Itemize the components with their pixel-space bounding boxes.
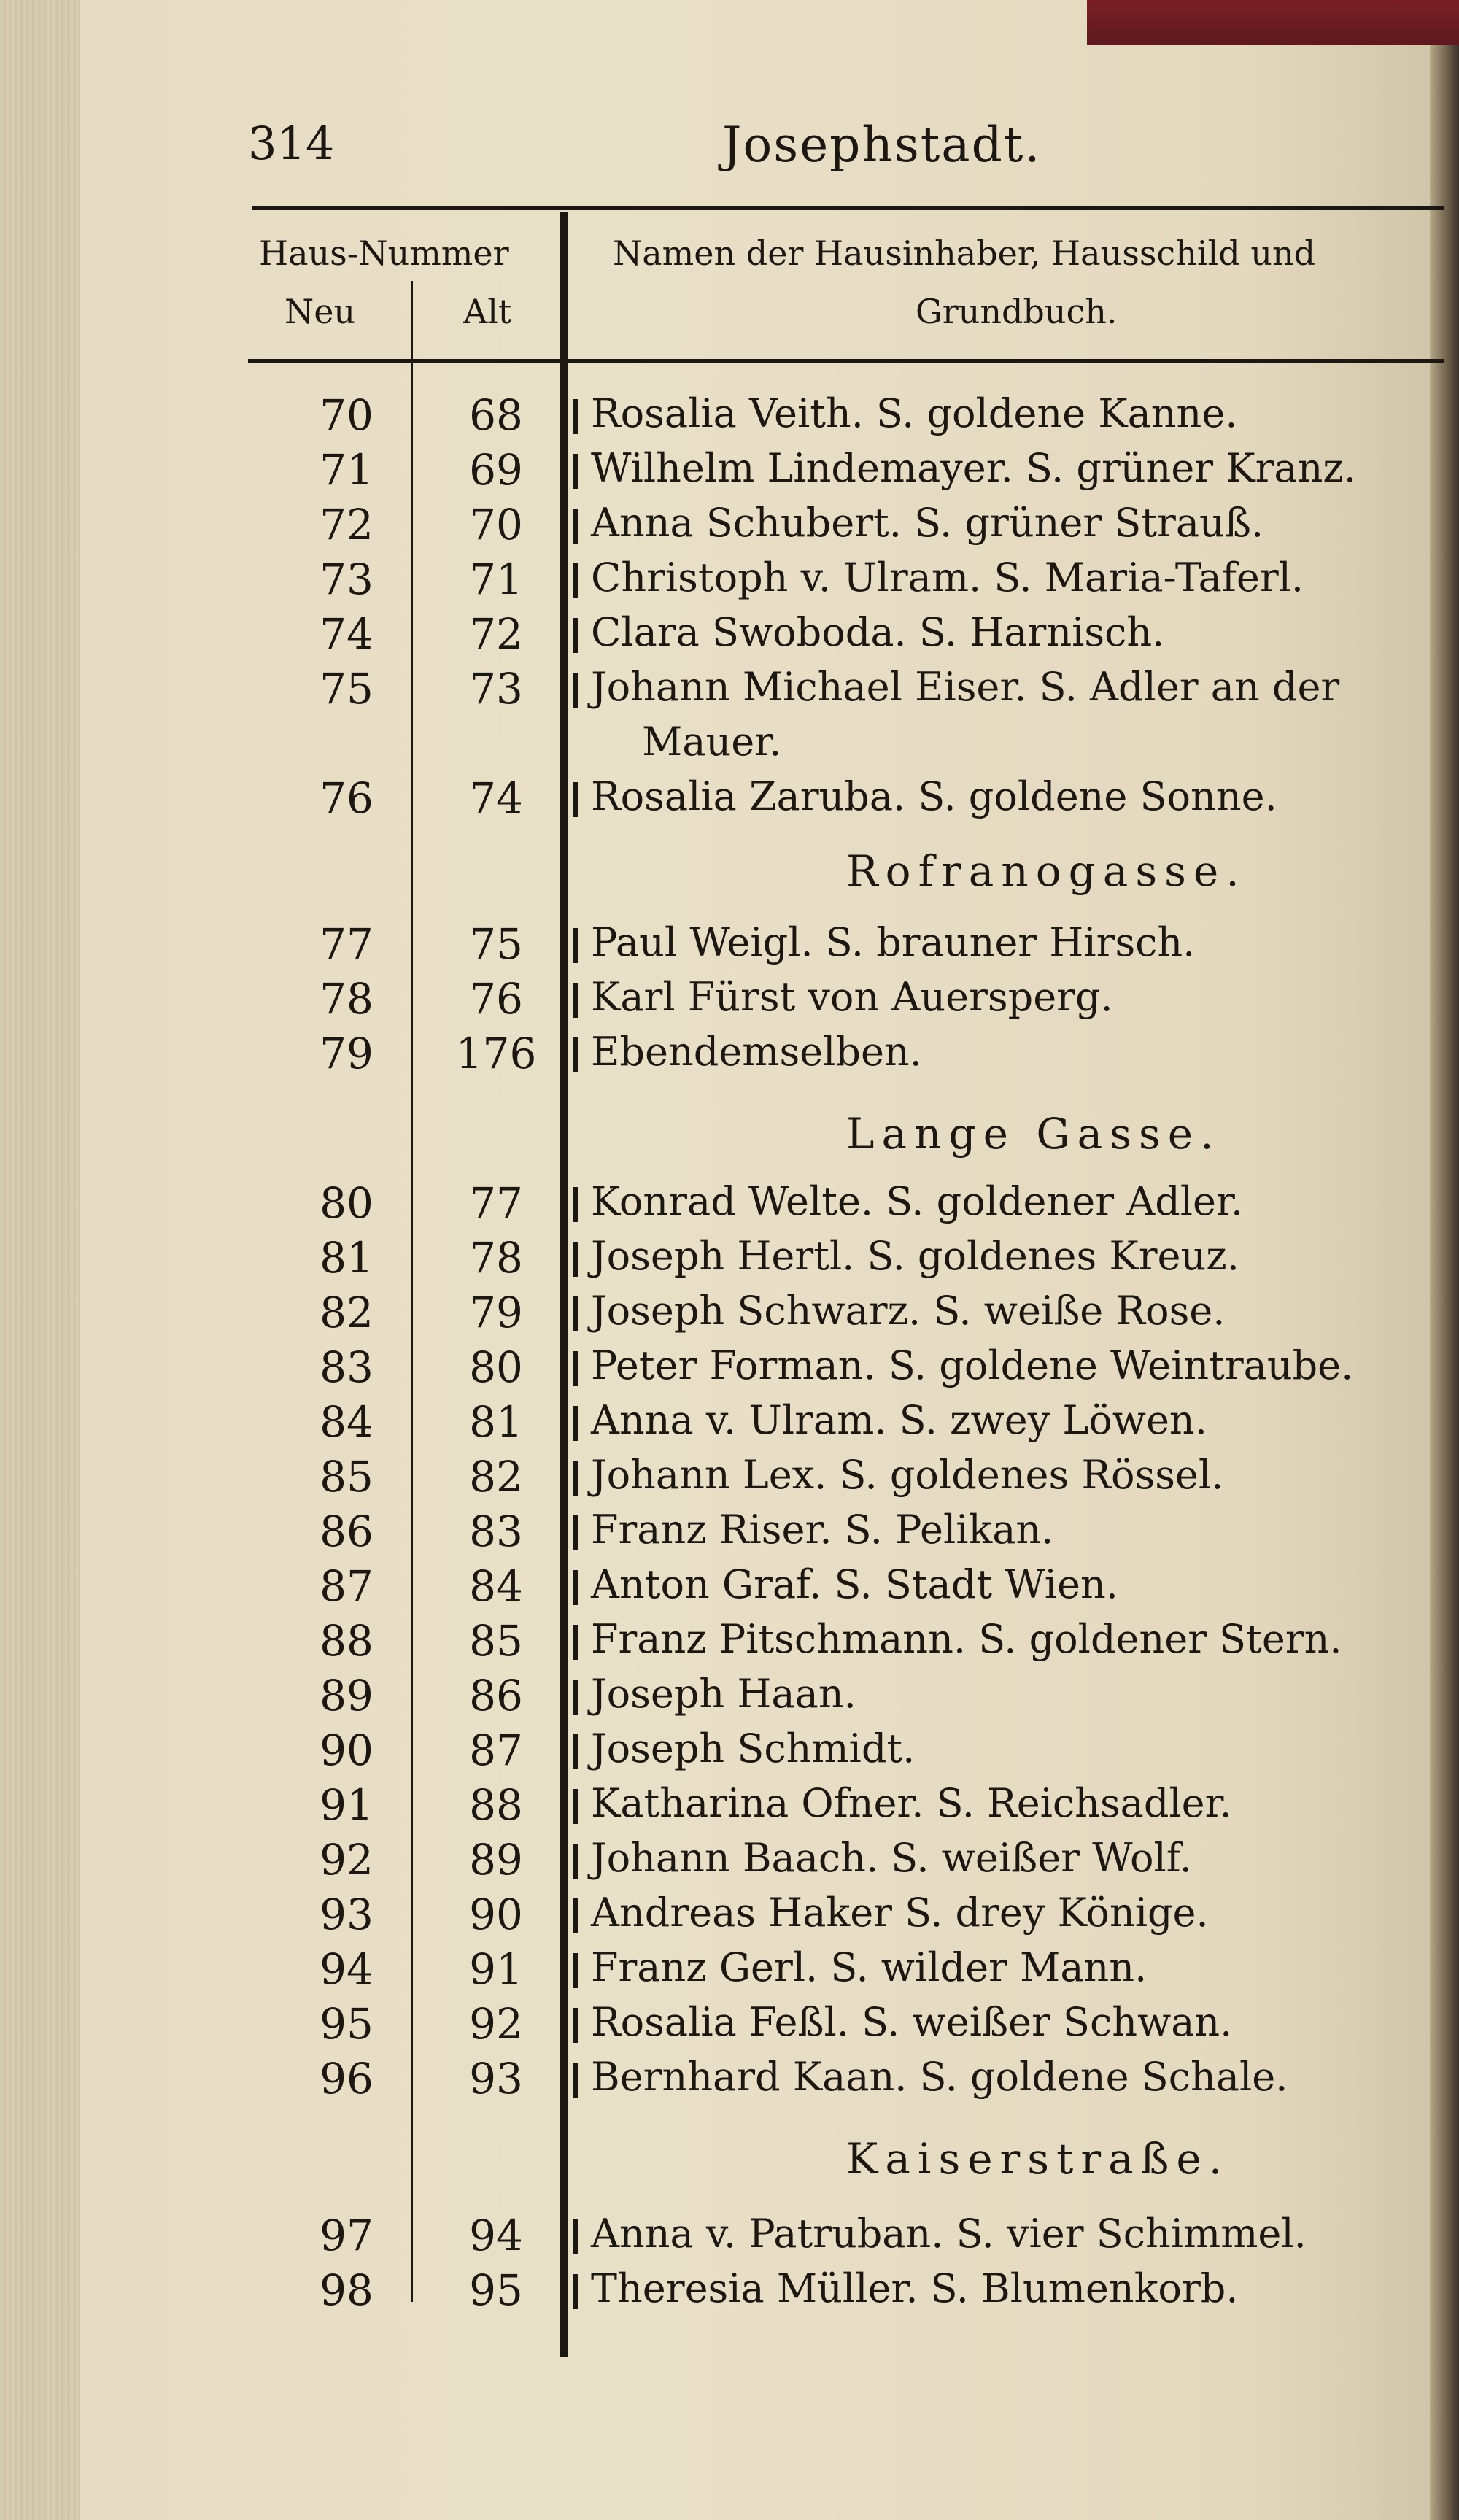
page-edge-left <box>0 0 80 2520</box>
house-number-new: 90 <box>320 1725 374 1775</box>
owner-entry: Ebendemselben. <box>591 1029 922 1075</box>
house-number-new: 77 <box>320 919 374 969</box>
house-number-old: 94 <box>469 2211 523 2260</box>
owner-entry-continuation: Mauer. <box>642 719 782 765</box>
house-number-old: 73 <box>469 664 523 714</box>
header-bottom-rule <box>248 359 1444 363</box>
header-names-line1: Namen der Hausinhaber, Hausschild und <box>613 233 1316 273</box>
entry-bracket-mark <box>573 1351 578 1386</box>
owner-entry: Joseph Hertl. S. goldenes Kreuz. <box>591 1233 1239 1279</box>
house-number-old: 70 <box>469 500 523 549</box>
entry-bracket-mark <box>573 2063 578 2098</box>
house-number-new: 87 <box>320 1561 374 1611</box>
house-number-new: 84 <box>320 1397 374 1447</box>
running-head: Josephstadt. <box>722 117 1042 173</box>
house-number-new: 81 <box>320 1233 374 1283</box>
header-top-rule <box>252 206 1444 210</box>
house-number-new: 93 <box>320 1890 374 1939</box>
house-number-old: 76 <box>469 974 523 1024</box>
entry-bracket-mark <box>573 1570 578 1605</box>
entry-bracket-mark <box>573 1242 578 1277</box>
house-number-old: 69 <box>469 445 523 495</box>
house-number-new: 92 <box>320 1835 374 1885</box>
house-number-old: 84 <box>469 1561 523 1611</box>
house-number-new: 80 <box>320 1178 374 1228</box>
house-number-old: 90 <box>469 1890 523 1939</box>
house-number-new: 70 <box>320 390 374 440</box>
house-number-old: 88 <box>469 1780 523 1830</box>
house-number-new: 71 <box>320 445 374 495</box>
house-number-old: 87 <box>469 1725 523 1775</box>
owner-entry: Theresia Müller. S. Blumenkorb. <box>591 2265 1239 2311</box>
house-number-old: 176 <box>455 1029 537 1078</box>
owner-entry: Clara Swoboda. S. Harnisch. <box>591 609 1165 655</box>
house-number-new: 97 <box>320 2211 374 2260</box>
entry-bracket-mark <box>573 2219 578 2254</box>
house-number-new: 96 <box>320 2054 374 2103</box>
header-names-line2: Grundbuch. <box>916 292 1118 331</box>
house-number-old: 83 <box>469 1507 523 1556</box>
house-number-old: 81 <box>469 1397 523 1447</box>
house-number-old: 89 <box>469 1835 523 1885</box>
house-number-new: 91 <box>320 1780 374 1830</box>
owner-entry: Franz Gerl. S. wilder Mann. <box>591 1944 1148 1990</box>
house-number-old: 68 <box>469 390 523 440</box>
house-number-old: 86 <box>469 1671 523 1720</box>
owner-entry: Anna v. Ulram. S. zwey Löwen. <box>591 1397 1207 1443</box>
owner-entry: Johann Baach. S. weißer Wolf. <box>591 1835 1192 1881</box>
house-number-new: 94 <box>320 1944 374 1994</box>
entry-bracket-mark <box>573 1625 578 1660</box>
entry-bracket-mark <box>573 1734 578 1769</box>
owner-entry: Konrad Welte. S. goldener Adler. <box>591 1178 1244 1224</box>
house-number-new: 79 <box>320 1029 374 1078</box>
owner-entry: Anton Graf. S. Stadt Wien. <box>591 1561 1118 1607</box>
bookmark-ribbon <box>1087 0 1459 45</box>
house-number-new: 98 <box>320 2265 374 2315</box>
owner-entry: Joseph Haan. <box>591 1671 856 1717</box>
header-alt: Alt <box>463 292 512 331</box>
entry-bracket-mark <box>573 983 578 1018</box>
house-number-old: 82 <box>469 1452 523 1501</box>
house-number-new: 86 <box>320 1507 374 1556</box>
entry-bracket-mark <box>573 454 578 489</box>
owner-entry: Bernhard Kaan. S. goldene Schale. <box>591 2054 1288 2100</box>
owner-entry: Johann Lex. S. goldenes Rössel. <box>591 1452 1224 1498</box>
entry-bracket-mark <box>573 1844 578 1879</box>
owner-entry: Rosalia Feßl. S. weißer Schwan. <box>591 1999 1233 2045</box>
entry-bracket-mark <box>573 1187 578 1222</box>
house-number-old: 92 <box>469 1999 523 2049</box>
header-haus-nummer: Haus-Nummer <box>259 233 509 273</box>
owner-entry: Anna Schubert. S. grüner Strauß. <box>591 500 1264 546</box>
entry-bracket-mark <box>573 1789 578 1824</box>
house-number-new: 83 <box>320 1342 374 1392</box>
house-number-new: 95 <box>320 1999 374 2049</box>
street-heading: Rofranogasse. <box>846 846 1247 896</box>
owner-entry: Rosalia Veith. S. goldene Kanne. <box>591 390 1238 436</box>
page-edge-right <box>1430 0 1459 2520</box>
entry-bracket-mark <box>573 2008 578 2043</box>
house-number-old: 93 <box>469 2054 523 2103</box>
owner-entry: Wilhelm Lindemayer. S. grüner Kranz. <box>591 445 1356 491</box>
owner-entry: Andreas Haker S. drey Könige. <box>591 1890 1209 1936</box>
entry-bracket-mark <box>573 1515 578 1550</box>
entry-bracket-mark <box>573 1461 578 1496</box>
house-number-new: 82 <box>320 1288 374 1337</box>
entry-bracket-mark <box>573 673 578 708</box>
house-number-old: 79 <box>469 1288 523 1337</box>
entry-bracket-mark <box>573 1296 578 1331</box>
house-number-old: 78 <box>469 1233 523 1283</box>
house-number-new: 88 <box>320 1616 374 1666</box>
house-number-old: 77 <box>469 1178 523 1228</box>
house-number-old: 72 <box>469 609 523 659</box>
house-number-old: 95 <box>469 2265 523 2315</box>
entry-bracket-mark <box>573 509 578 544</box>
house-number-new: 89 <box>320 1671 374 1720</box>
house-number-old: 91 <box>469 1944 523 1994</box>
house-number-new: 74 <box>320 609 374 659</box>
entry-bracket-mark <box>573 618 578 653</box>
entry-bracket-mark <box>573 2274 578 2309</box>
entry-bracket-mark <box>573 1037 578 1072</box>
house-number-new: 78 <box>320 974 374 1024</box>
owner-entry: Joseph Schmidt. <box>591 1725 916 1771</box>
entry-bracket-mark <box>573 399 578 434</box>
entry-bracket-mark <box>573 1953 578 1988</box>
owner-entry: Paul Weigl. S. brauner Hirsch. <box>591 919 1196 965</box>
owner-entry: Karl Fürst von Auersperg. <box>591 974 1113 1020</box>
house-number-old: 80 <box>469 1342 523 1392</box>
header-neu: Neu <box>285 292 356 331</box>
owner-entry: Franz Riser. S. Pelikan. <box>591 1507 1054 1553</box>
entry-bracket-mark <box>573 563 578 598</box>
column-divider-main <box>560 212 568 2357</box>
owner-entry: Johann Michael Eiser. S. Adler an der <box>591 664 1340 710</box>
owner-entry: Katharina Ofner. S. Reichsadler. <box>591 1780 1232 1826</box>
owner-entry: Peter Forman. S. goldene Weintraube. <box>591 1342 1354 1388</box>
house-number-old: 71 <box>469 554 523 604</box>
entry-bracket-mark <box>573 782 578 817</box>
owner-entry: Franz Pitschmann. S. goldener Stern. <box>591 1616 1342 1662</box>
entry-bracket-mark <box>573 1406 578 1441</box>
entry-bracket-mark <box>573 1898 578 1933</box>
owner-entry: Rosalia Zaruba. S. goldene Sonne. <box>591 773 1277 819</box>
house-number-new: 72 <box>320 500 374 549</box>
owner-entry: Anna v. Patruban. S. vier Schimmel. <box>591 2211 1307 2257</box>
house-number-old: 74 <box>469 773 523 823</box>
house-number-new: 73 <box>320 554 374 604</box>
house-number-new: 85 <box>320 1452 374 1501</box>
house-number-new: 75 <box>320 664 374 714</box>
street-heading: Lange Gasse. <box>846 1109 1221 1159</box>
owner-entry: Christoph v. Ulram. S. Maria-Taferl. <box>591 554 1304 600</box>
column-divider-neu-alt <box>411 281 413 2302</box>
page-number: 314 <box>248 117 335 170</box>
street-heading: Kaiserstraße. <box>846 2134 1230 2184</box>
house-number-old: 75 <box>469 919 523 969</box>
entry-bracket-mark <box>573 1680 578 1715</box>
house-number-new: 76 <box>320 773 374 823</box>
entry-bracket-mark <box>573 928 578 963</box>
owner-entry: Joseph Schwarz. S. weiße Rose. <box>591 1288 1226 1334</box>
house-number-old: 85 <box>469 1616 523 1666</box>
